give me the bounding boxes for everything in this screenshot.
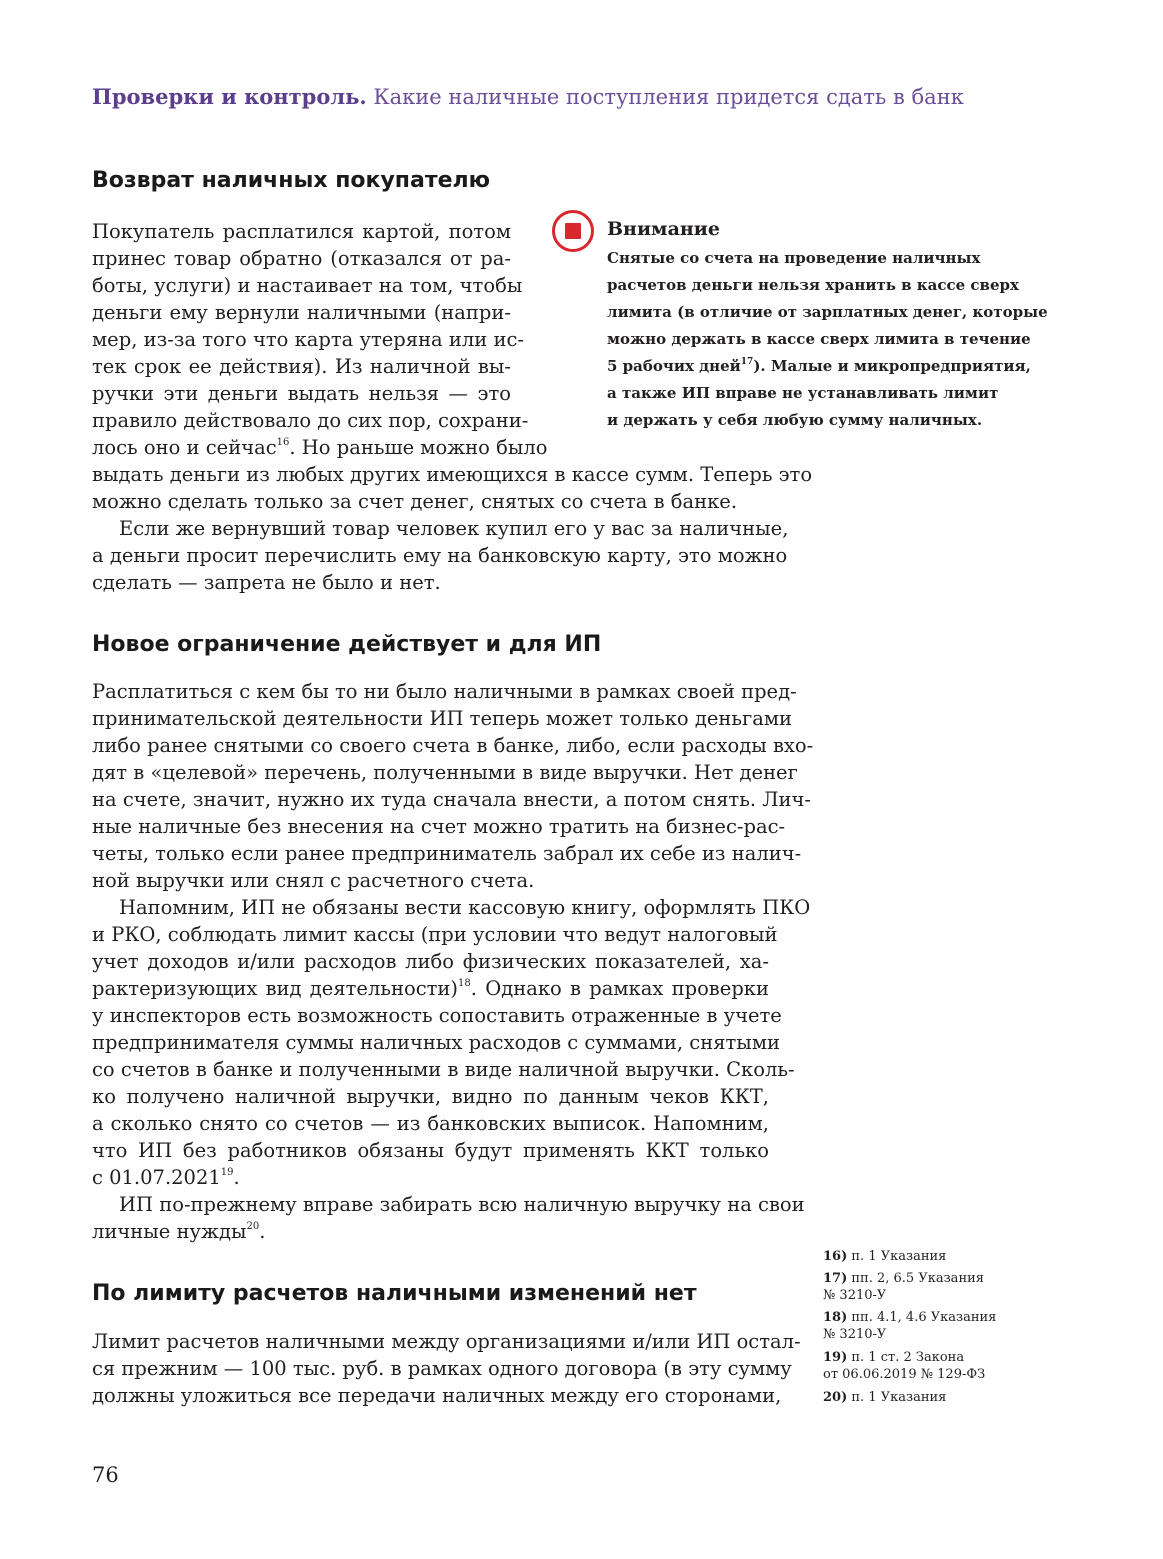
paragraph-line: Покупатель расплатился картой, потом [92,220,511,243]
paragraph-line: ручки эти деньги выдать нельзя — это [92,382,511,405]
paragraph-line: мер, из-за того что карта утеряна или ис- [92,328,524,351]
paragraph-line: рактеризующих вид деятельности)$^{18}$. Однако в рамках проверки [92,977,769,1000]
attention-title: Внимание [607,218,720,240]
paragraph-line: ИП по-прежнему вправе забирать всю наличную выручку на свои [119,1193,805,1216]
heading-new-restriction: Новое ограничение действует и для ИП [92,632,602,657]
paragraph-line: у инспекторов есть возможность сопоставить отраженные в учете [92,1004,782,1027]
paragraph-line: Если же вернувший товар человек купил его у вас за наличные, [119,517,789,540]
running-head-title: Какие наличные поступления придется сдать в банк [373,85,964,109]
warning-square-icon [552,210,594,252]
paragraph-line: личные нужды$^{20}$. [92,1220,266,1243]
paragraph-line: дят в «целевой» перечень, полученными в виде выручки. Нет денег [92,761,798,784]
paragraph-line: и РКО, соблюдать лимит кассы (при условии что ведут налоговый [92,923,778,946]
footnote-ref-20: 20 [246,1221,260,1232]
paragraph-line: Лимит расчетов наличными между организациями и/или ИП остал- [92,1330,801,1353]
paragraph-line: предпринимателя суммы наличных расходов с суммами, снятыми [92,1031,780,1054]
paragraph-line: со счетов в банке и полученными в виде наличной выручки. Сколь- [92,1058,795,1081]
paragraph-line: с 01.07.2021$^{19}$. [92,1166,240,1189]
paragraph-line: лось оно и сейчас$^{16}$. Но раньше можно было [92,436,548,459]
attention-line: можно держать в кассе сверх лимита в течение [607,330,1031,348]
paragraph-line: что ИП без работников обязаны будут применять ККТ только [92,1139,769,1162]
paragraph-line: боты, услуги) и настаивает на том, чтобы [92,274,523,297]
footnote-ref-19: 19 [220,1167,234,1178]
paragraph-line: ко получено наличной выручки, видно по данным чеков ККТ, [92,1085,769,1108]
attention-line: 5 рабочих дней$^{17}$). Малые и микропредприятия, [607,357,1031,375]
attention-line: Снятые со счета на проведение наличных [607,249,981,267]
footnote-ref-18: 18 [458,978,471,989]
footnote-17: 17) пп. 2, 6.5 Указания № 3210-У [823,1271,984,1303]
footnote-16: 16) п. 1 Указания [823,1249,947,1264]
paragraph-line: Напомним, ИП не обязаны вести кассовую книгу, оформлять ПКО [119,896,811,919]
running-head-section: Проверки и контроль. [92,84,367,109]
paragraph-line: деньги ему вернули наличными (напри- [92,301,511,324]
footnote-18: 18) пп. 4.1, 4.6 Указания № 3210-У [823,1310,997,1342]
attention-line: лимита (в отличие от зарплатных денег, которые [607,303,1048,321]
paragraph-line: правило действовало до сих пор, сохрани- [92,409,529,432]
paragraph-line: либо ранее снятыми со своего счета в банке, либо, если расходы вхо- [92,734,814,757]
paragraph-line: а сколько снято со счетов — из банковских выписок. Напомним, [92,1112,769,1135]
paragraph-line: тек срок ее действия). Из наличной вы- [92,355,511,378]
paragraph-line: ся прежним — 100 тыс. руб. в рамках одного договора (в эту сумму [92,1357,792,1380]
paragraph-line: должны уложиться все передачи наличных между его сторонами, [92,1384,782,1407]
attention-line: а также ИП вправе не устанавливать лимит [607,384,999,402]
paragraph-line: принимательской деятельности ИП теперь может только деньгами [92,707,793,730]
footnote-ref-17: 17 [740,357,754,367]
attention-line: расчетов деньги нельзя хранить в кассе сверх [607,276,1019,294]
heading-refund-cash: Возврат наличных покупателю [92,168,491,193]
paragraph-line: а деньги просит перечислить ему на банковскую карту, это можно [92,544,788,567]
paragraph-line: сделать — запрета не было и нет. [92,571,441,594]
footnote-19: 19) п. 1 ст. 2 Закона от 06.06.2019 № 129-ФЗ [823,1350,986,1382]
paragraph-line: выдать деньги из любых других имеющихся в кассе сумм. Теперь это [92,463,813,486]
running-head [92,84,1092,109]
paragraph-line: Расплатиться с кем бы то ни было наличными в рамках своей пред- [92,680,797,703]
paragraph-line: на счете, значит, нужно их туда сначала внести, а потом снять. Лич- [92,788,811,811]
attention-line: и держать у себя любую сумму наличных. [607,411,983,429]
paragraph-line: принес товар обратно (отказался от ра- [92,247,511,270]
paragraph-line: можно сделать только за счет денег, снятых со счета в банке. [92,490,738,513]
paragraph-line: учет доходов и/или расходов либо физических показателей, ха- [92,950,769,973]
page-number: 76 [92,1463,119,1487]
footnote-ref-16: 16 [276,437,290,448]
paragraph-line: четы, только если ранее предприниматель забрал их себе из налич- [92,842,802,865]
paragraph-line: ной выручки или снял с расчетного счета. [92,869,535,892]
paragraph-line: ные наличные без внесения на счет можно тратить на бизнес-рас- [92,815,786,838]
heading-cash-limit: По лимиту расчетов наличными изменений нет [92,1281,697,1306]
footnote-20: 20) п. 1 Указания [823,1390,947,1405]
